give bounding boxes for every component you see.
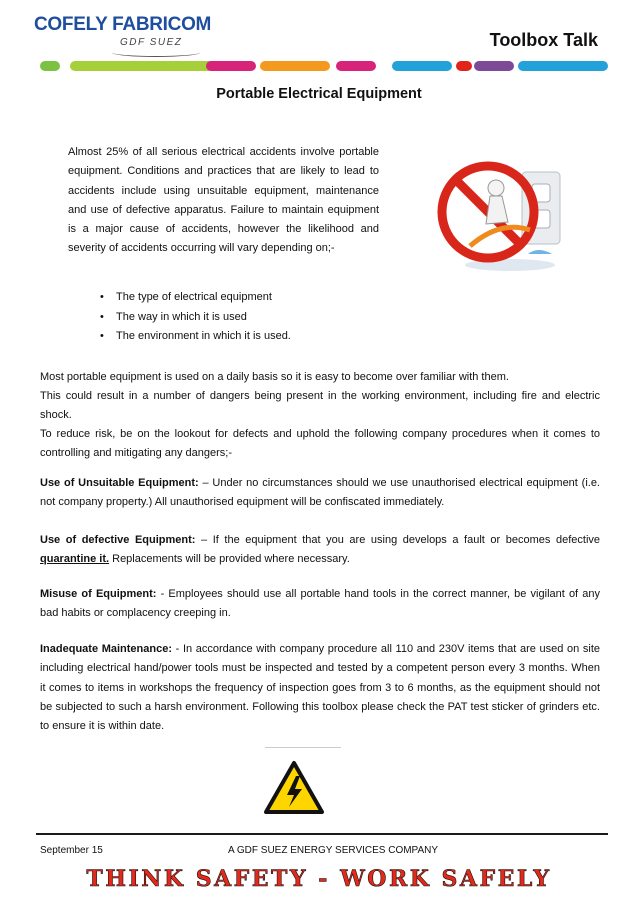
section-defective-equipment bbox=[40, 531, 600, 570]
logo-subtitle: GDF SUEZ bbox=[120, 37, 183, 48]
divider bbox=[265, 747, 341, 748]
section-unsuitable-equipment bbox=[40, 474, 600, 513]
list-item: • The environment in which it is used. bbox=[104, 327, 291, 347]
list-item: • The type of electrical equipment bbox=[104, 288, 291, 308]
color-segment bbox=[474, 61, 514, 71]
section-heading: Use of defective Equipment: bbox=[40, 534, 196, 546]
section-heading: Use of Unsuitable Equipment: bbox=[40, 477, 199, 489]
company-logo bbox=[34, 14, 224, 58]
color-segment bbox=[456, 61, 472, 71]
color-segment bbox=[206, 61, 256, 71]
section-text: - Employees should use all portable hand tools in the correct manner, be vigilant of any bad habits or complacency creeping in. bbox=[40, 588, 600, 620]
section-text: - In accordance with company procedure all 110 and 230V items that are used on site including electrical hand/power tools must be inspected and tested by a competent person every 3 months. When it comes to items in workshops the frequency of inspection goes from 3 to 6 months, as the equipment should not be subjected to such a harsh environment. Following this toolbox please check the PAT test sticker of grinders etc. to ensure it is within date. bbox=[40, 643, 600, 733]
document-title: Portable Electrical Equipment bbox=[216, 86, 422, 102]
color-segment bbox=[336, 61, 376, 71]
factors-list bbox=[104, 288, 291, 347]
section-text: – Under no circumstances should we use unauthorised electrical equipment (i.e. not company property.) All unauthorised equipment will be confiscated immediately. bbox=[40, 477, 600, 509]
section-misuse bbox=[40, 585, 600, 624]
color-segment bbox=[392, 61, 452, 71]
paragraph-dangers: This could result in a number of dangers being present in the working environment, including fire and electric shock. bbox=[40, 390, 600, 422]
color-stripe-bar bbox=[40, 61, 608, 71]
color-segment bbox=[70, 61, 220, 71]
section-heading: Misuse of Equipment: bbox=[40, 588, 157, 600]
color-segment bbox=[40, 61, 60, 71]
section-maintenance bbox=[40, 640, 600, 736]
high-voltage-warning-icon bbox=[263, 760, 325, 816]
logo-swoosh bbox=[112, 48, 200, 57]
footer-divider bbox=[36, 833, 608, 835]
color-segment bbox=[518, 61, 608, 71]
footer-date: September 15 bbox=[40, 845, 103, 856]
list-item: • The way in which it is used bbox=[104, 308, 291, 328]
section-text: – If the equipment that you are using develops a fault or becomes defective bbox=[195, 534, 600, 546]
section-text-after: Replacements will be provided where necessary. bbox=[109, 553, 350, 566]
quarantine-emphasis: quarantine it. bbox=[40, 553, 110, 566]
safety-slogan: THINK SAFETY - WORK SAFELY bbox=[86, 866, 552, 892]
footer-company: A GDF SUEZ ENERGY SERVICES COMPANY bbox=[228, 845, 439, 856]
paragraph-reduce-risk: To reduce risk, be on the lookout for defects and uphold the following company procedures when it comes to controlling and mitigating any dangers;- bbox=[40, 428, 600, 460]
color-segment bbox=[260, 61, 330, 71]
no-entry-electrical-plug-icon bbox=[430, 150, 570, 275]
header-title: Toolbox Talk bbox=[489, 30, 598, 50]
paragraph-familiar: Most portable equipment is used on a daily basis so it is easy to become over familiar with them. bbox=[40, 371, 509, 383]
intro-paragraph: Almost 25% of all serious electrical accidents involve portable equipment. Conditions and practices that are likely to lead to accidents include using unsuitable equipment, maintenance and use of defective apparatus. Failure to maintain equipment is a major cause of accidents, however the likelihood and severity of accidents occurring will vary depending on;- bbox=[68, 146, 379, 255]
logo-wordmark: COFELY FABRICOM bbox=[34, 14, 212, 35]
section-heading: Inadequate Maintenance: bbox=[40, 643, 172, 655]
